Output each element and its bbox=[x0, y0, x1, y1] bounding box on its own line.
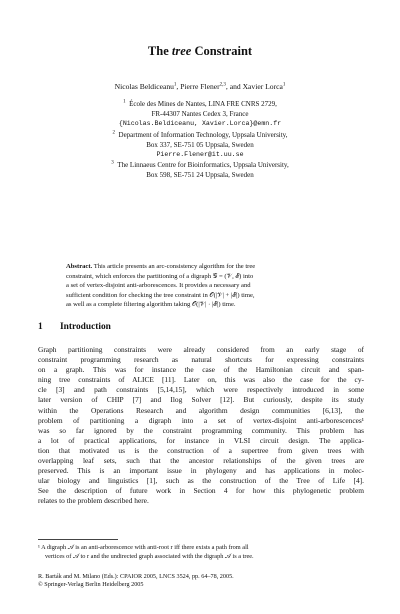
abstract-label: Abstract. bbox=[66, 263, 93, 270]
abstract-line: sufficient condition for checking the tree constraint in 𝒪(|𝒱| + |ℰ|) time, bbox=[66, 291, 255, 299]
affiliation-line: $^3$ The Linnaeus Centre for Bioinformatics, Uppsala University, bbox=[111, 160, 289, 170]
author-name: Nicolas Beldiceanu bbox=[114, 82, 174, 91]
abstract bbox=[66, 262, 334, 310]
affiliation-line: $^2$ Department of Information Technology, Uppsala University, bbox=[112, 130, 288, 139]
body-line: constraint programming research as natural shortcuts for expressing constraints bbox=[38, 355, 364, 365]
email-address: Pierre.Flener@it.uu.se bbox=[156, 151, 244, 159]
author-name: Pierre Flener bbox=[180, 82, 220, 91]
publication-info bbox=[38, 573, 364, 590]
body-line: See the description of future work in Section 4 for how this phylogenetic problem bbox=[38, 486, 364, 496]
affiliation-line: FR-44307 Nantes Cedex 3, France bbox=[151, 110, 249, 119]
abstract-line: as well as a complete filtering algorithm taking 𝒪(|𝒱| · |ℰ|) time. bbox=[66, 301, 236, 309]
body-line: within the Operations Research and algorithm design communities [6,13], the bbox=[38, 405, 364, 415]
footnote-line: vertices of 𝒜 to r and the undirected graph associated with the digraph 𝒜 is a tree. bbox=[45, 552, 254, 560]
affiliations bbox=[0, 99, 400, 181]
body-line: ular biology and linguistics [1], such as the construction of the Tree of Life [4]. bbox=[38, 476, 364, 486]
body-line: overlapping leaf sets, such that the ancestor relationships of the given trees are bbox=[38, 456, 364, 466]
copyright-line: © Springer-Verlag Berlin Heidelberg 2005 bbox=[38, 581, 144, 589]
body-line: later version of CHIP [7] and Ilog Solver [12]. But curiously, despite its study bbox=[38, 395, 364, 405]
body-line: preserved. This is an important issue in phylogeny and has applications in molec- bbox=[38, 466, 364, 476]
abstract-line: This article presents an arc-consistency algorithm for the tree bbox=[92, 263, 256, 270]
footnote bbox=[38, 544, 364, 561]
publication-line: R. Barták and M. Milano (Eds.): CPAIOR 2005, LNCS 3524, pp. 64–78, 2005. bbox=[38, 573, 234, 580]
body-line: tion that motivated us is the construction of a supertree from given trees with bbox=[38, 445, 364, 455]
body-line: a lot of practical applications, for instance in VLSI circuit design. The applica- bbox=[38, 435, 364, 445]
body-line: cle [3] and path constraints [5,14,15], which were respectively introduced in some bbox=[38, 385, 364, 395]
affiliation-line: Box 337, SE-751 05 Uppsala, Sweden bbox=[146, 140, 254, 149]
body-line: on a graph. This was for instance the case of the Hamiltonian circuit and span- bbox=[38, 365, 364, 375]
section-title: Introduction bbox=[60, 322, 111, 332]
abstract-line: constraint, which enforces the partitioning of a digraph 𝒢 = (𝒱, ℰ) into bbox=[66, 272, 254, 280]
affiliation-line: $^1$ École des Mines de Nantes, LINA FRE CNRS 2729, bbox=[123, 99, 277, 108]
footnote-rule bbox=[38, 539, 118, 540]
section-heading bbox=[38, 322, 111, 332]
abstract-line: a set of vertex-disjoint anti-arborescences. It provides a necessary and bbox=[66, 282, 251, 290]
body-text bbox=[38, 345, 364, 507]
author-list: Nicolas Beldiceanu$^1$, Pierre Flener$^{2,3}$, and Xavier Lorca$^1$ bbox=[114, 82, 286, 91]
paper-title: The tree Constraint bbox=[147, 44, 253, 58]
body-line: relates to the problem described here. bbox=[38, 496, 149, 506]
body-line: problem of partitioning a digraph into a set of vertex-disjoint anti-arborescences¹ bbox=[38, 415, 364, 425]
section-number: 1 bbox=[38, 322, 43, 332]
footnote-line: ¹ A digraph 𝒜 is an anti-arborescence with anti-root r iff there exists a path from all bbox=[38, 544, 249, 551]
affiliation-line: Box 598, SE-751 24 Uppsala, Sweden bbox=[146, 171, 254, 180]
email-address: {Nicolas.Beldiceanu, Xavier.Lorca}@emn.fr bbox=[118, 120, 282, 128]
body-line: ning tree constraints of ALICE [11]. Later on, this was also the case for the cy- bbox=[38, 375, 364, 385]
body-line: Graph partitioning constraints were already considered from an early stage of bbox=[38, 345, 364, 354]
author-name: Xavier Lorca bbox=[242, 82, 283, 91]
body-line: was so far ignored by the constraint programming community. This problem has bbox=[38, 425, 364, 435]
